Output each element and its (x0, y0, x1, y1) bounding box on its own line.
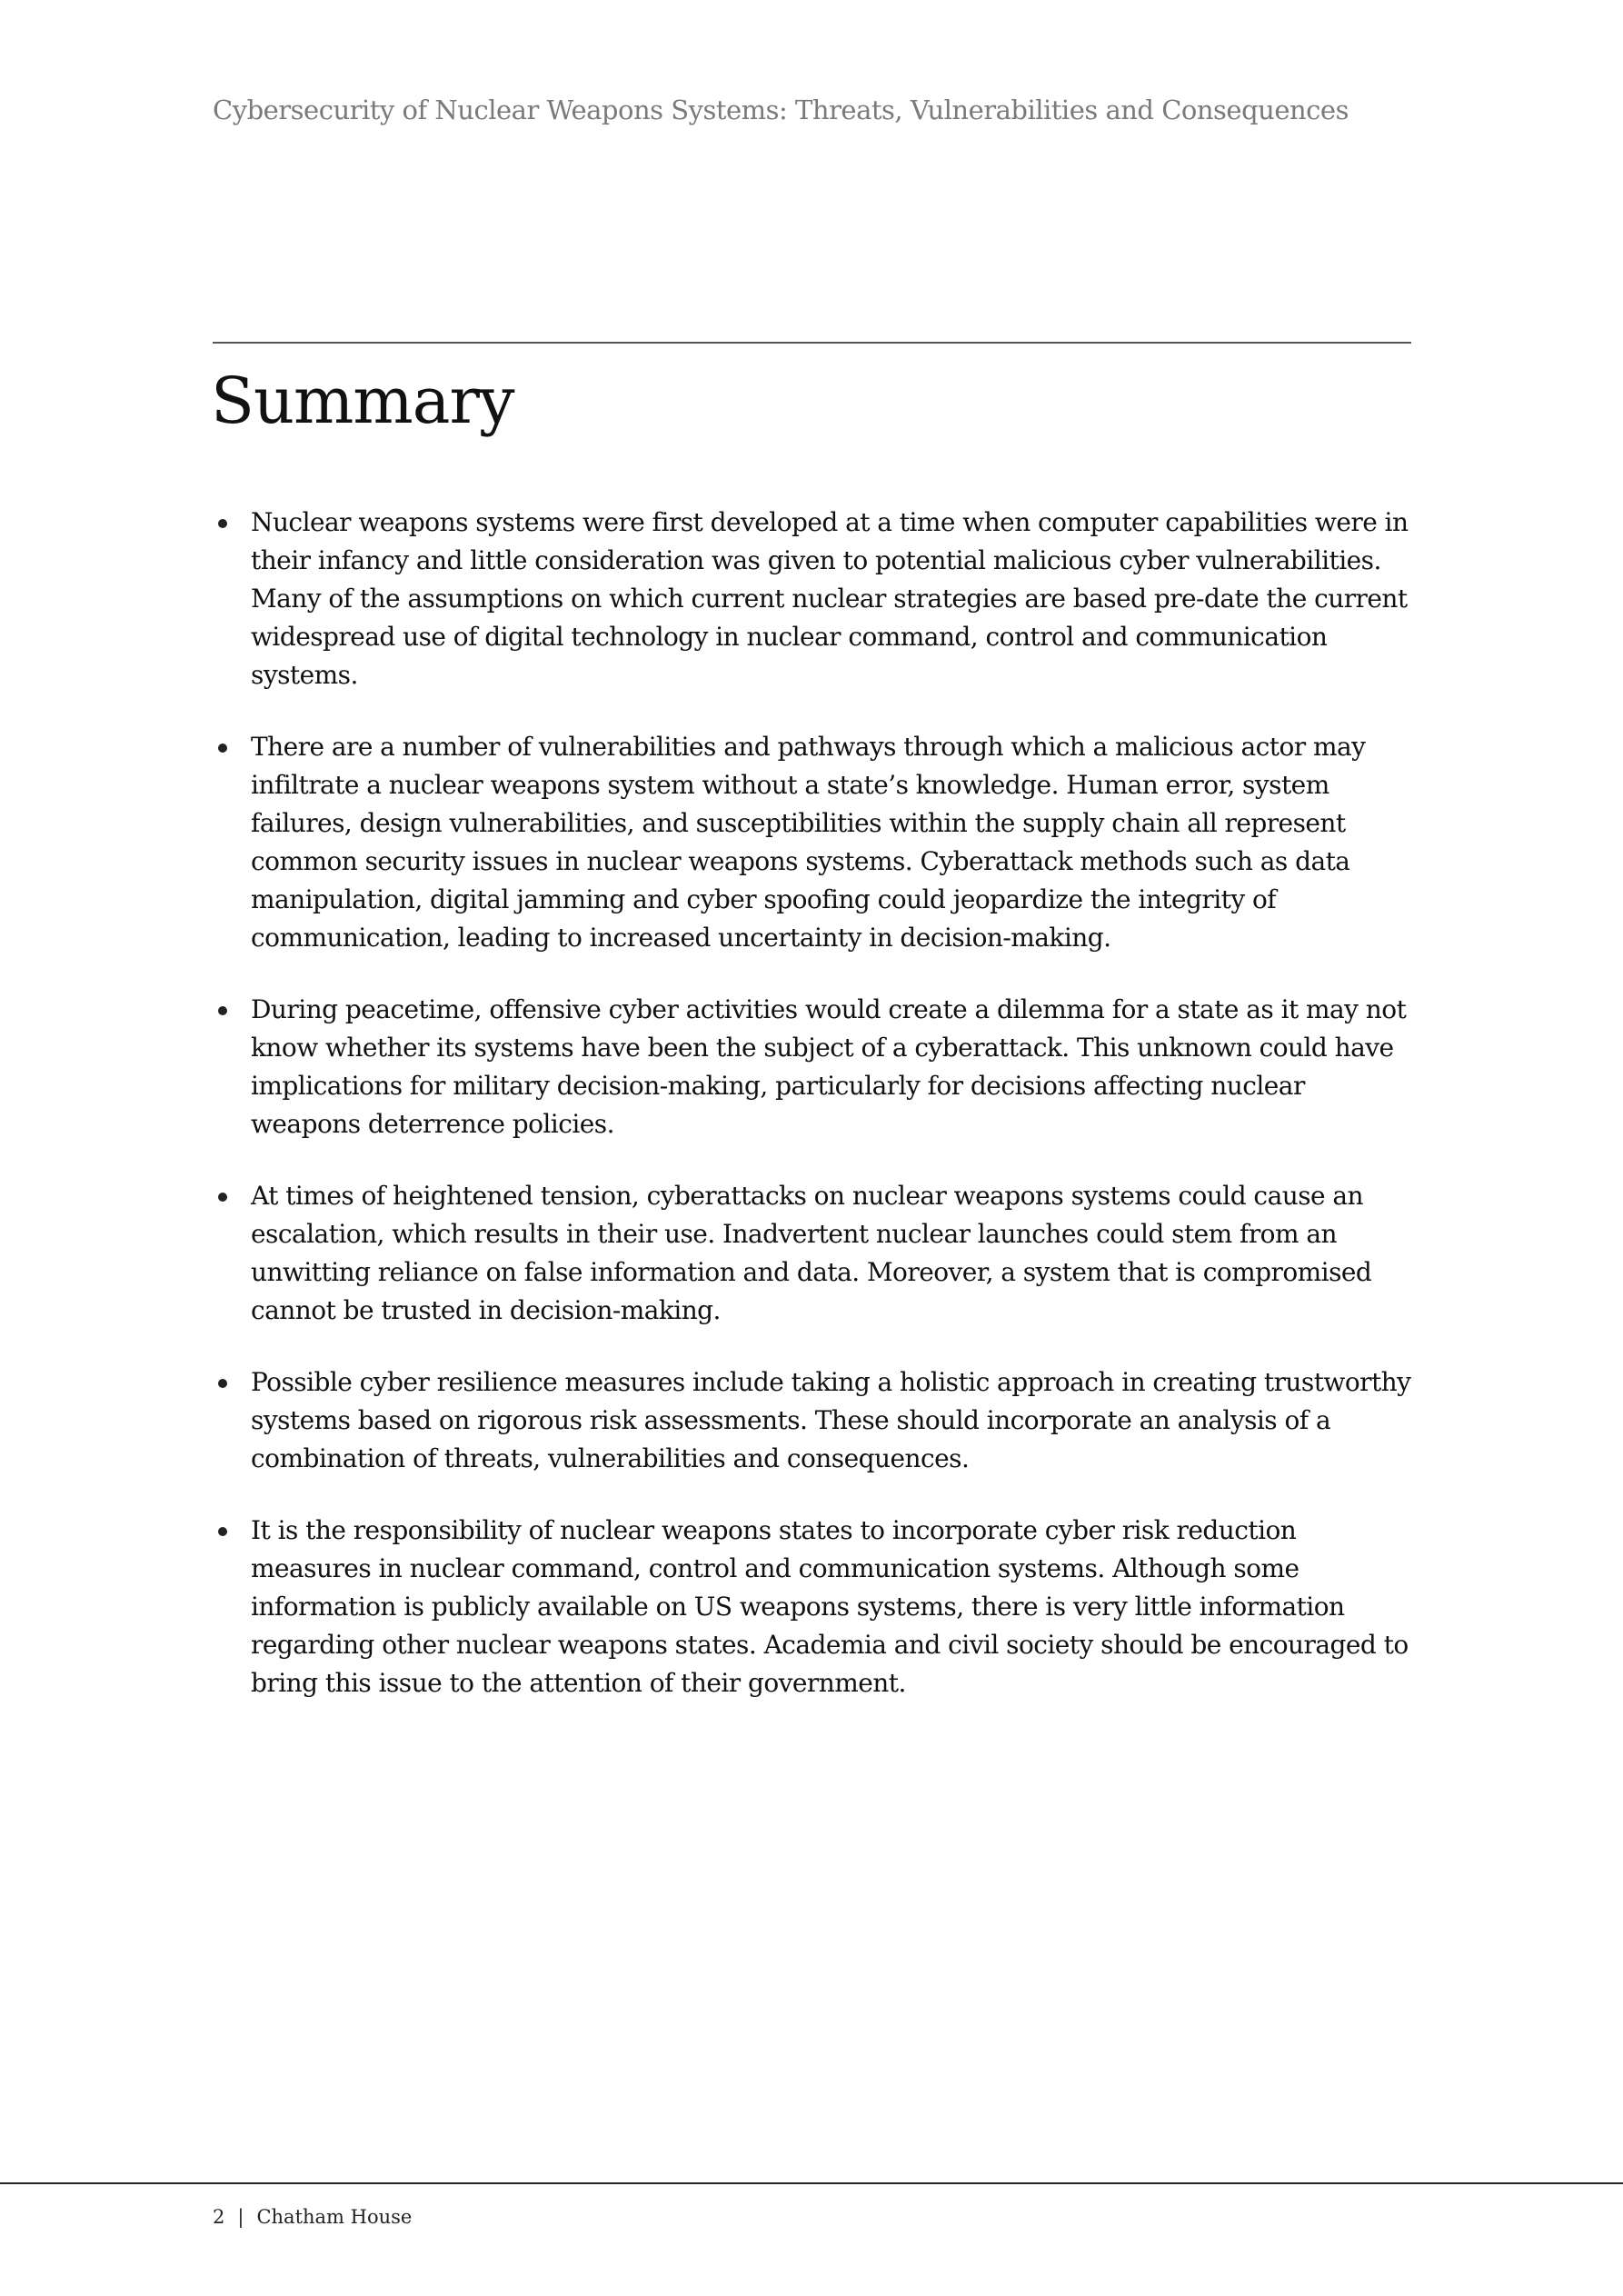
summary-item (213, 504, 1421, 694)
summary-item (213, 1363, 1421, 1478)
footer-divider (0, 2182, 1623, 2184)
page-title: Summary (211, 364, 514, 438)
bullet-icon (218, 519, 227, 528)
summary-item-text: Nuclear weapons systems were first developed at a time when computer capabilities were in their infancy and little consideration was given to potential malicious cyber vulnerabilities. Many of the assumptions on which current nuclear strategies are based pre-date the current widespread use of digital technology in nuclear command, control and communication systems. (251, 507, 1409, 690)
summary-item-text: At times of heightened tension, cyberattacks on nuclear weapons systems could cause an escalation, which results in their use. Inadvertent nuclear launches could stem from an unwitting reliance on false information and data. Moreover, a system that is compromised cannot be trusted in decision-making. (251, 1181, 1372, 1325)
summary-list (213, 504, 1421, 1736)
running-header: Cybersecurity of Nuclear Weapons Systems: Threats, Vulnerabilities and Consequences (213, 95, 1349, 125)
summary-item (213, 991, 1421, 1143)
summary-item (213, 728, 1421, 957)
bullet-icon (218, 1193, 227, 1202)
bullet-icon (218, 744, 227, 753)
bullet-icon (218, 1527, 227, 1536)
summary-item-text: It is the responsibility of nuclear weapons states to incorporate cyber risk reduction measures in nuclear command, control and communication systems. Although some information is publicly available on US weapons systems, there is very little information regarding other nuclear weapons states. Academia and civil society should be encouraged to bring this issue to the attention of their government. (251, 1515, 1409, 1698)
footer-separator: | (237, 2206, 244, 2228)
summary-item (213, 1177, 1421, 1330)
summary-item (213, 1512, 1421, 1702)
title-divider (213, 342, 1411, 344)
page-footer (213, 2206, 412, 2228)
summary-item-text: Possible cyber resilience measures include taking a holistic approach in creating trustworthy systems based on rigorous risk assessments. These should incorporate an analysis of a combination of threats, vulnerabilities and consequences. (251, 1367, 1411, 1473)
summary-item-text: During peacetime, offensive cyber activities would create a dilemma for a state as it may not know whether its systems have been the subject of a cyberattack. This unknown could have implications for military decision-making, particularly for decisions affecting nuclear weapons deterrence policies. (251, 994, 1407, 1139)
bullet-icon (218, 1379, 227, 1388)
publisher-name: Chatham House (256, 2206, 413, 2228)
bullet-icon (218, 1006, 227, 1015)
summary-item-text: There are a number of vulnerabilities and pathways through which a malicious actor may infiltrate a nuclear weapons system without a state’s knowledge. Human error, system failures, design vulnerabilities, and susceptibilities within the supply chain all represent common security issues in nuclear weapons systems. Cyberattack methods such as data manipulation, digital jamming and cyber spoofing could jeopardize the integrity of communication, leading to increased uncertainty in decision-making. (251, 732, 1366, 953)
page-number: 2 (213, 2206, 225, 2228)
